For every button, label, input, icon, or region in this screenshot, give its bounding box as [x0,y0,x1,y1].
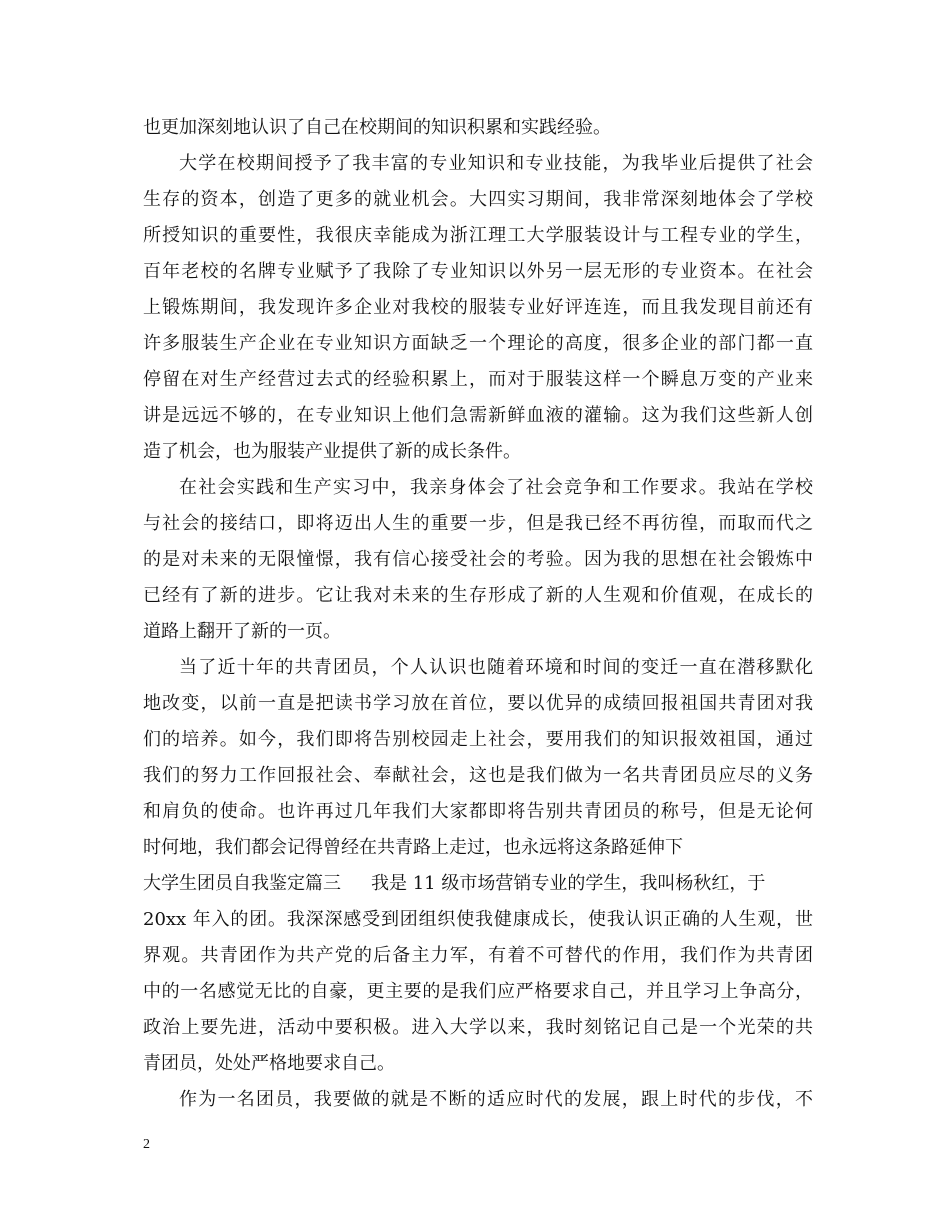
text-line: 界观。共青团作为共产党的后备主力军，有着不可替代的作用，我们作为共青团 [143,945,813,966]
text-line: 政治上要先进，活动中要积极。进入大学以来，我时刻铭记自己是一个光荣的共 [143,1017,813,1038]
text-line: 我们的努力工作回报社会、奉献社会，这也是我们做为一名共青团员应尽的义务 [143,765,813,786]
text-line: 上锻炼期间，我发现许多企业对我校的服装专业好评连连，而且我发现目前还有 [143,297,813,318]
page-number: 2 [143,1137,150,1152]
text-line: 讲是远远不够的，在专业知识上他们急需新鲜血液的灌输。这为我们这些新人创 [143,405,813,426]
text-line: 百年老校的名牌专业赋予了我除了专业知识以外另一层无形的专业资本。在社会 [143,261,813,282]
paragraph-start-line: 大学在校期间授予了我丰富的专业知识和专业技能，为我毕业后提供了社会 [179,153,813,174]
text-line: 道路上翻开了新的一页。 [143,621,341,642]
text-line: 也更加深刻地认识了自己在校期间的知识积累和实践经验。 [143,117,611,138]
paragraph-start-line: 在社会实践和生产实习中，我亲身体会了社会竞争和工作要求。我站在学校 [179,477,813,498]
text-line: 青团员，处处严格地要求自己。 [143,1053,395,1074]
text-line: 的是对未来的无限憧憬，我有信心接受社会的考验。因为我的思想在社会锻炼中 [143,549,813,570]
heading-text-line [143,872,813,896]
text-line: 生存的资本，创造了更多的就业机会。大四实习期间，我非常深刻地体会了学校 [143,189,813,210]
text-line: 所授知识的重要性，我很庆幸能成为浙江理工大学服装设计与工程专业的学生， [143,225,813,246]
text-line: 地改变，以前一直是把读书学习放在首位，要以优异的成绩回报祖国共青团对我 [143,693,813,714]
text-line: 中的一名感觉无比的自豪，更主要的是我们应严格要求自己，并且学习上争高分， [143,981,813,1002]
paragraph-start-line: 当了近十年的共青团员，个人认识也随着环境和时间的变迁一直在潜移默化 [179,657,813,678]
text-line: 停留在对生产经营过去式的经验积累上，而对于服装这样一个瞬息万变的产业来 [143,369,813,390]
section-heading: 大学生团员自我鉴定篇三 [143,873,341,894]
text-line: 时何地，我们都会记得曾经在共青路上走过，也永远将这条路延伸下 [143,837,683,858]
text-line-continuation: 我是 11 级市场营销专业的学生，我叫杨秋红，于 [371,873,766,894]
text-line: 和肩负的使命。也许再过几年我们大家都即将告别共青团员的称号，但是无论何 [143,801,813,822]
text-line: 已经有了新的进步。它让我对未来的生存形成了新的人生观和价值观，在成长的 [143,585,813,606]
text-line: 许多服装生产企业在专业知识方面缺乏一个理论的高度，很多企业的部门都一直 [143,333,813,354]
text-line: 20xx 年入的团。我深深感受到团组织使我健康成长，使我认识正确的人生观，世 [143,909,813,930]
paragraph-start-line: 作为一名团员，我要做的就是不断的适应时代的发展，跟上时代的步伐，不 [179,1089,813,1110]
text-line: 们的培养。如今，我们即将告别校园走上社会，要用我们的知识报效祖国，通过 [143,729,813,750]
text-line: 与社会的接结口，即将迈出人生的重要一步，但是我已经不再彷徨，而取而代之 [143,513,813,534]
text-line: 造了机会，也为服装产业提供了新的成长条件。 [143,441,521,462]
